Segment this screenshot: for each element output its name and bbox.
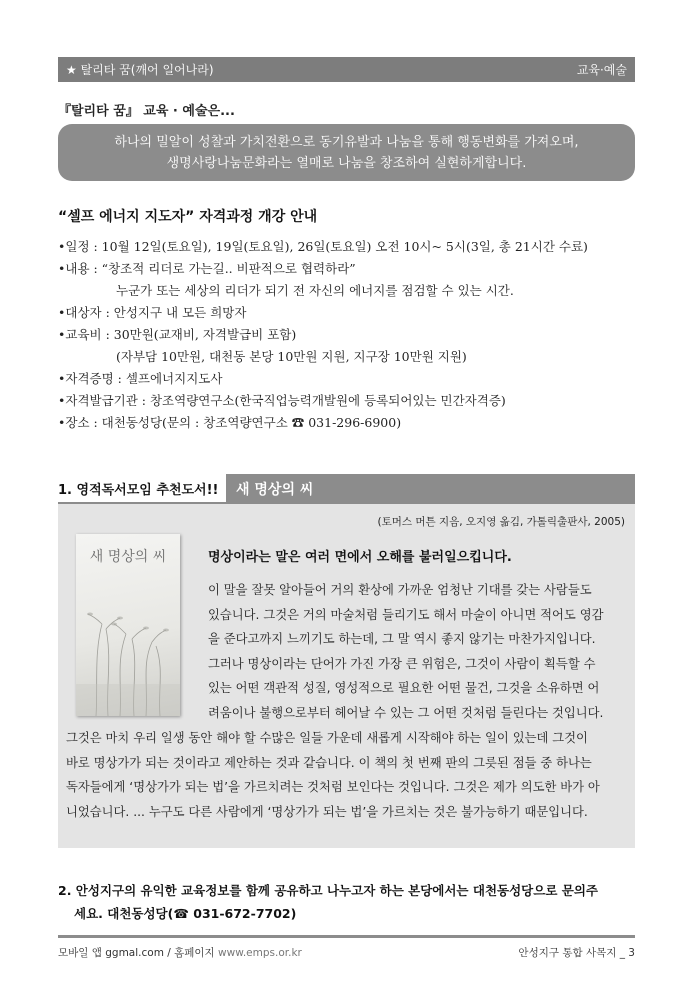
- course-detail-schedule: •일정 : 10월 12일(토요일), 19일(토요일), 26일(토요일) 오전 10시~ 5시(3일, 총 21시간 수료): [58, 239, 588, 254]
- star-icon: ★: [66, 63, 77, 77]
- book-cover-image: [76, 534, 180, 716]
- excerpt-line: 있습니다. 그것은 거의 마술처럼 들리기도 해서 마술이 아니면 적어도 영감: [208, 607, 604, 622]
- footer-links: [58, 945, 302, 960]
- book-excerpt-part2: [66, 726, 628, 824]
- book-cover-title: 새 명상의 씨: [89, 549, 167, 565]
- book-panel: [58, 504, 635, 848]
- book-cover-art: [76, 534, 180, 716]
- header-category: 교육·예술: [576, 63, 627, 77]
- course-detail-fee-breakdown: (자부담 10만원, 대천동 본당 10만원 지원, 지구장 10만원 지원): [116, 349, 467, 364]
- excerpt-line: 독자들에게 ‘명상가가 되는 법’을 가르치려는 것처럼 보인다는 것입니다. 그것은 제가 의도한 바가 아: [66, 780, 600, 794]
- homepage-link[interactable]: www.emps.or.kr: [218, 947, 302, 959]
- book-excerpt-part1: [208, 578, 628, 725]
- book-credit: (토머스 머튼 지음, 오지영 옮김, 가톨릭출판사, 2005): [377, 516, 625, 528]
- intro-line: 하나의 밀알이 성찰과 가치전환으로 동기유발과 나눔을 통해 행동변화를 가져오며,: [114, 134, 579, 150]
- excerpt-line: 을 준다고까지 느끼기도 하는데, 그 말 역시 좋지 않기는 마찬가지입니다.: [208, 632, 596, 646]
- excerpt-line: 이 말을 잘못 알아들어 거의 환상에 가까운 엄청난 기대를 갖는 사람들도: [208, 583, 592, 597]
- course-detail-issuer: •자격발급기관 : 창조역량연구소(한국직업능력개발원에 등록되어있는 민간자격증): [58, 393, 506, 408]
- excerpt-line: 니었습니다. ... 누구도 다른 사람에게 ‘명상가가 되는 법’을 가르치는 것은 불가능하기 때문입니다.: [66, 804, 588, 819]
- course-details-list: [58, 236, 638, 434]
- header-title-group: [66, 61, 214, 78]
- course-detail-certificate: •자격증명 : 셀프에너지지도사: [58, 371, 223, 386]
- header-title: 탈리타 꿈(깨어 일어나라): [80, 63, 214, 77]
- footer-label: 모바일 앱 ggmal.com / 홈페이지: [58, 947, 219, 959]
- intro-title: 『탈리타 꿈』 교육 · 예술은...: [58, 104, 235, 119]
- section2-line: 세요. 대천동성당(☎ 031-672-7702): [74, 906, 297, 921]
- intro-line: 생명사랑나눔문화라는 열매로 나눔을 창조하여 실현하게합니다.: [166, 155, 527, 171]
- excerpt-line: 바로 명상가가 되는 것이라고 제안하는 것과 같습니다. 이 책의 첫 번째 판의 그릇된 점들 중 하나는: [66, 755, 592, 770]
- book-title-tab: 새 명상의 씨: [226, 474, 635, 504]
- section2-notice: [58, 879, 638, 925]
- page-number: 안성지구 통합 사목지 _ 3: [518, 947, 635, 959]
- intro-box: [58, 124, 635, 181]
- excerpt-line: 있는 어떤 객관적 성질, 영성적으로 필요한 어떤 물건, 그것을 소유하면 어: [208, 681, 600, 695]
- excerpt-line: 그것은 마치 우리 일생 동안 해야 할 수많은 일들 가운데 새롭게 시작해야 하는 일이 있는데 그것이: [66, 731, 588, 745]
- course-detail-content: •내용 : “창조적 리더로 가는길.. 비판적으로 협력하라”: [58, 261, 356, 276]
- book-headline: 명상이라는 말은 여러 면에서 오해를 불러일으킵니다.: [208, 550, 512, 565]
- course-detail-fee: •교육비 : 30만원(교재비, 자격발급비 포함): [58, 327, 297, 342]
- course-detail-target: •대상자 : 안성지구 내 모든 희망자: [58, 305, 247, 320]
- course-title: “셀프 에너지 지도자” 자격과정 개강 안내: [58, 209, 318, 225]
- course-detail-location: •장소 : 대천동성당(문의 : 창조역량연구소 ☎ 031-296-6900): [58, 415, 402, 430]
- excerpt-line: 려움이나 불행으로부터 헤어날 수 있는 그 어떤 것처럼 들린다는 것입니다.: [208, 705, 604, 720]
- excerpt-line: 그러나 명상이라는 단어가 가진 가장 큰 위험은, 그것이 사람이 획득할 수: [208, 656, 596, 671]
- section2-line: 2. 안성지구의 유익한 교육정보를 함께 공유하고 나누고자 하는 본당에서는 대천동성당으로 문의주: [58, 883, 598, 898]
- course-detail-content-desc: 누군가 또는 세상의 리더가 되기 전 자신의 에너지를 점검할 수 있는 시간.: [116, 283, 514, 298]
- section1-title: 1. 영적독서모임 추천도서!!: [58, 483, 219, 498]
- footer-divider: [58, 935, 635, 938]
- section-header-bar: [58, 57, 635, 82]
